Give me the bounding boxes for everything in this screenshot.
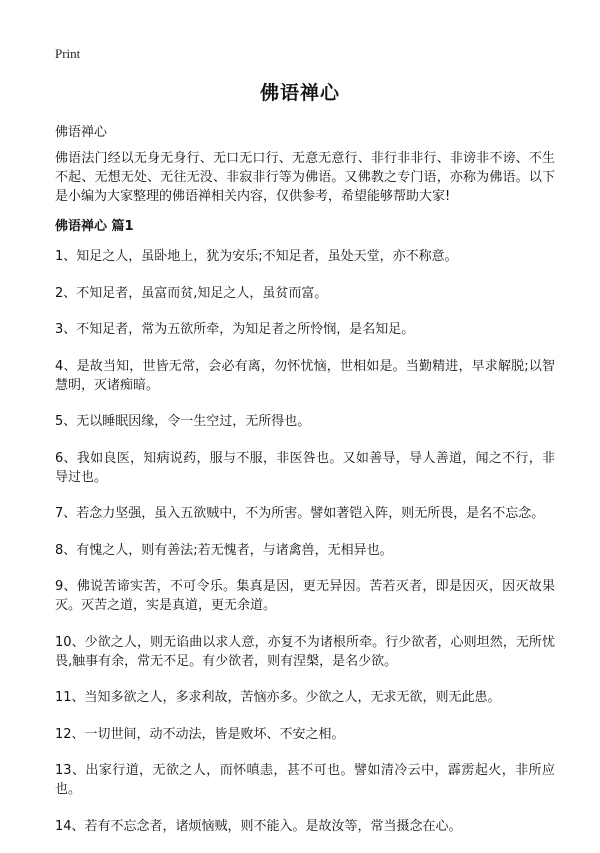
page-title: 佛语禅心 bbox=[259, 82, 340, 104]
print-label: Print bbox=[55, 46, 81, 61]
quote-item: 14、若有不忘念者，诸烦恼贼，则不能入。是故汝等，常当摄念在心。 bbox=[55, 818, 462, 834]
quote-item: 5、无以睡眠因缘，令一生空过，无所得也。 bbox=[55, 414, 311, 429]
quote-item: 4、是故当知，世皆无常，会必有离，勿怀忧恼，世相如是。当勤精进，早求解脱;以智慧明，灭诸痴暗。 bbox=[55, 358, 555, 393]
quote-item: 6、我如良医，知病说药，服与不服，非医咎也。又如善导，导人善道，闻之不行，非导过也。 bbox=[55, 450, 555, 485]
quote-item: 3、不知足者，常为五欲所牵，为知足者之所怜悯，是名知足。 bbox=[55, 322, 415, 337]
quote-item: 12、一切世间，动不动法，皆是败坏、不安之相。 bbox=[55, 726, 345, 742]
section-heading: 佛语禅心 篇1 bbox=[55, 219, 134, 234]
quote-item: 8、有愧之人，则有善法;若无愧者，与诸禽兽，无相异也。 bbox=[55, 542, 393, 558]
quote-item: 9、佛说苦谛实苦，不可令乐。集真是因，更无异因。苦若灭者，即是因灭，因灭故果灭。灭苦之道，实是真道，更无余道。 bbox=[55, 579, 555, 613]
quote-list bbox=[55, 247, 555, 853]
quote-item: 13、出家行道，无欲之人，而怀嗔恚，甚不可也。譬如清冷云中，霹雳起火，非所应也。 bbox=[55, 763, 555, 797]
quote-item: 11、当知多欲之人，多求利故，苦恼亦多。少欲之人，无求无欲，则无此患。 bbox=[55, 690, 501, 705]
quote-item: 7、若念力坚强，虽入五欲贼中，不为所害。譬如著铠入阵，则无所畏，是名不忘念。 bbox=[55, 506, 545, 521]
quote-item: 2、不知足者，虽富而贫,知足之人，虽贫而富。 bbox=[55, 285, 328, 301]
intro-paragraph: 佛语法门经以无身无身行、无口无口行、无意无意行、非行非非行、非谤非不谤、不生不起、无想无处、无往无没、非寂非行等为佛语。又佛教之专门语，亦称为佛语。以下是小编为大家整理的佛语禅相关内容，仅供参考，希望能够帮助大家! bbox=[55, 151, 555, 204]
document-subtitle: 佛语禅心 bbox=[55, 125, 108, 140]
quote-item: 1、知足之人，虽卧地上，犹为安乐;不知足者，虽处天堂，亦不称意。 bbox=[55, 249, 458, 264]
quote-item: 10、少欲之人，则无谄曲以求人意，亦复不为诸根所牵。行少欲者，心则坦然，无所忧畏,触事有余，常无不足。有少欲者，则有涅槃，是名少欲。 bbox=[55, 634, 555, 669]
